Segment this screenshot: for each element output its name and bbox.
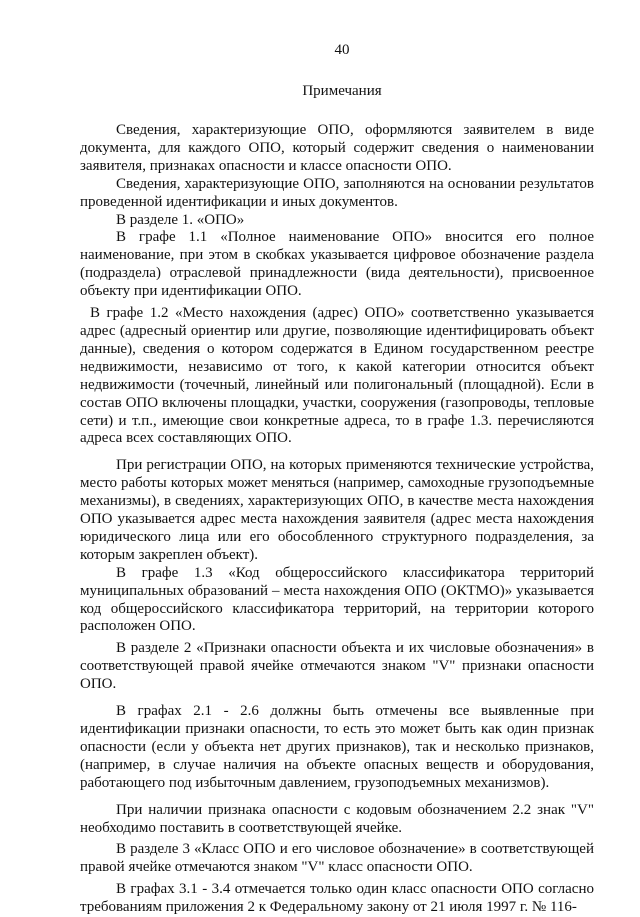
paragraph-10: При наличии признака опасности с кодовым обозначением 2.2 знак "V" необходимо поставить в соответствующей ячейке. [80, 801, 594, 836]
page-number: 40 [334, 42, 350, 58]
paragraph-7: В графе 1.3 «Код общероссийского классификатора территорий муниципальных образований – места нахождения ОПО (ОКТМО)» указывается код общероссийского классификатора территорий, на территории которого расположен ОПО. [80, 564, 594, 635]
paragraph-6: При регистрации ОПО, на которых применяются технические устройства, место работы которых может меняться (например, самоходные грузоподъемные механизмы), в сведениях, характеризующих ОПО, в качестве места нахождения ОПО указывается адрес места нахождения заявителя (адрес места нахождения юридического лица или его обособленного структурного подразделения, за которым закреплен объект). [80, 457, 594, 563]
paragraph-12: В графах 3.1 - 3.4 отмечается только один класс опасности ОПО согласно требованиям приложения 2 к Федеральному закону от 21 июля 1997 г. № 116- [80, 881, 594, 916]
paragraph-5: В графе 1.2 «Место нахождения (адрес) ОПО» соответственно указывается адрес (адресный ориентир или другие, позволяющие идентифицировать объект данные), сведения о котором содержатся в Едином государственном реестре недвижимости, независимо от того, к какой категории относится объект недвижимости (точечный, линейный или полигональный (площадной). Если в состав ОПО включены площадки, участки, сооружения (газопроводы, тепловые сети) и т.п., имеющие свои конкретные адреса, то в графе 1.3. перечисляются адреса всех составляющих ОПО. [80, 305, 594, 447]
paragraph-1: Сведения, характеризующие ОПО, оформляются заявителем в виде документа, для каждого ОПО, который содержит сведения о наименовании заявителя, признаках опасности и классе опасности ОПО. [80, 122, 594, 174]
paragraph-4: В графе 1.1 «Полное наименование ОПО» вносится его полное наименование, при этом в скобках указывается цифровое обозначение раздела (подраздела) отраслевой принадлежности (вида деятельности), присвоенное объекту при идентификации ОПО. [80, 229, 594, 300]
paragraph-2: Сведения, характеризующие ОПО, заполняются на основании результатов проведенной идентификации и иных документов. [80, 175, 594, 210]
paragraph-11: В разделе 3 «Класс ОПО и его числовое обозначение» в соответствующей правой ячейке отмечаются знаком "V" класс опасности ОПО. [80, 841, 594, 876]
paragraph-8: В разделе 2 «Признаки опасности объекта и их числовые обозначения» в соответствующей правой ячейке отмечаются знаком "V" признаки опасности ОПО. [80, 640, 594, 693]
section-title: Примечания [302, 83, 382, 99]
paragraph-9: В графах 2.1 - 2.6 должны быть отмечены все выявленные при идентификации признаки опасности, то есть это может быть как один признак опасности (если у объекта нет других признаков), так и несколько признаков, (например, в случае наличия на объекте опасных веществ и оборудования, работающего под избыточным давлением, грузоподъемных механизмов). [80, 703, 594, 791]
paragraph-3: В разделе 1. «ОПО» [116, 211, 245, 228]
notes-body [80, 122, 594, 917]
